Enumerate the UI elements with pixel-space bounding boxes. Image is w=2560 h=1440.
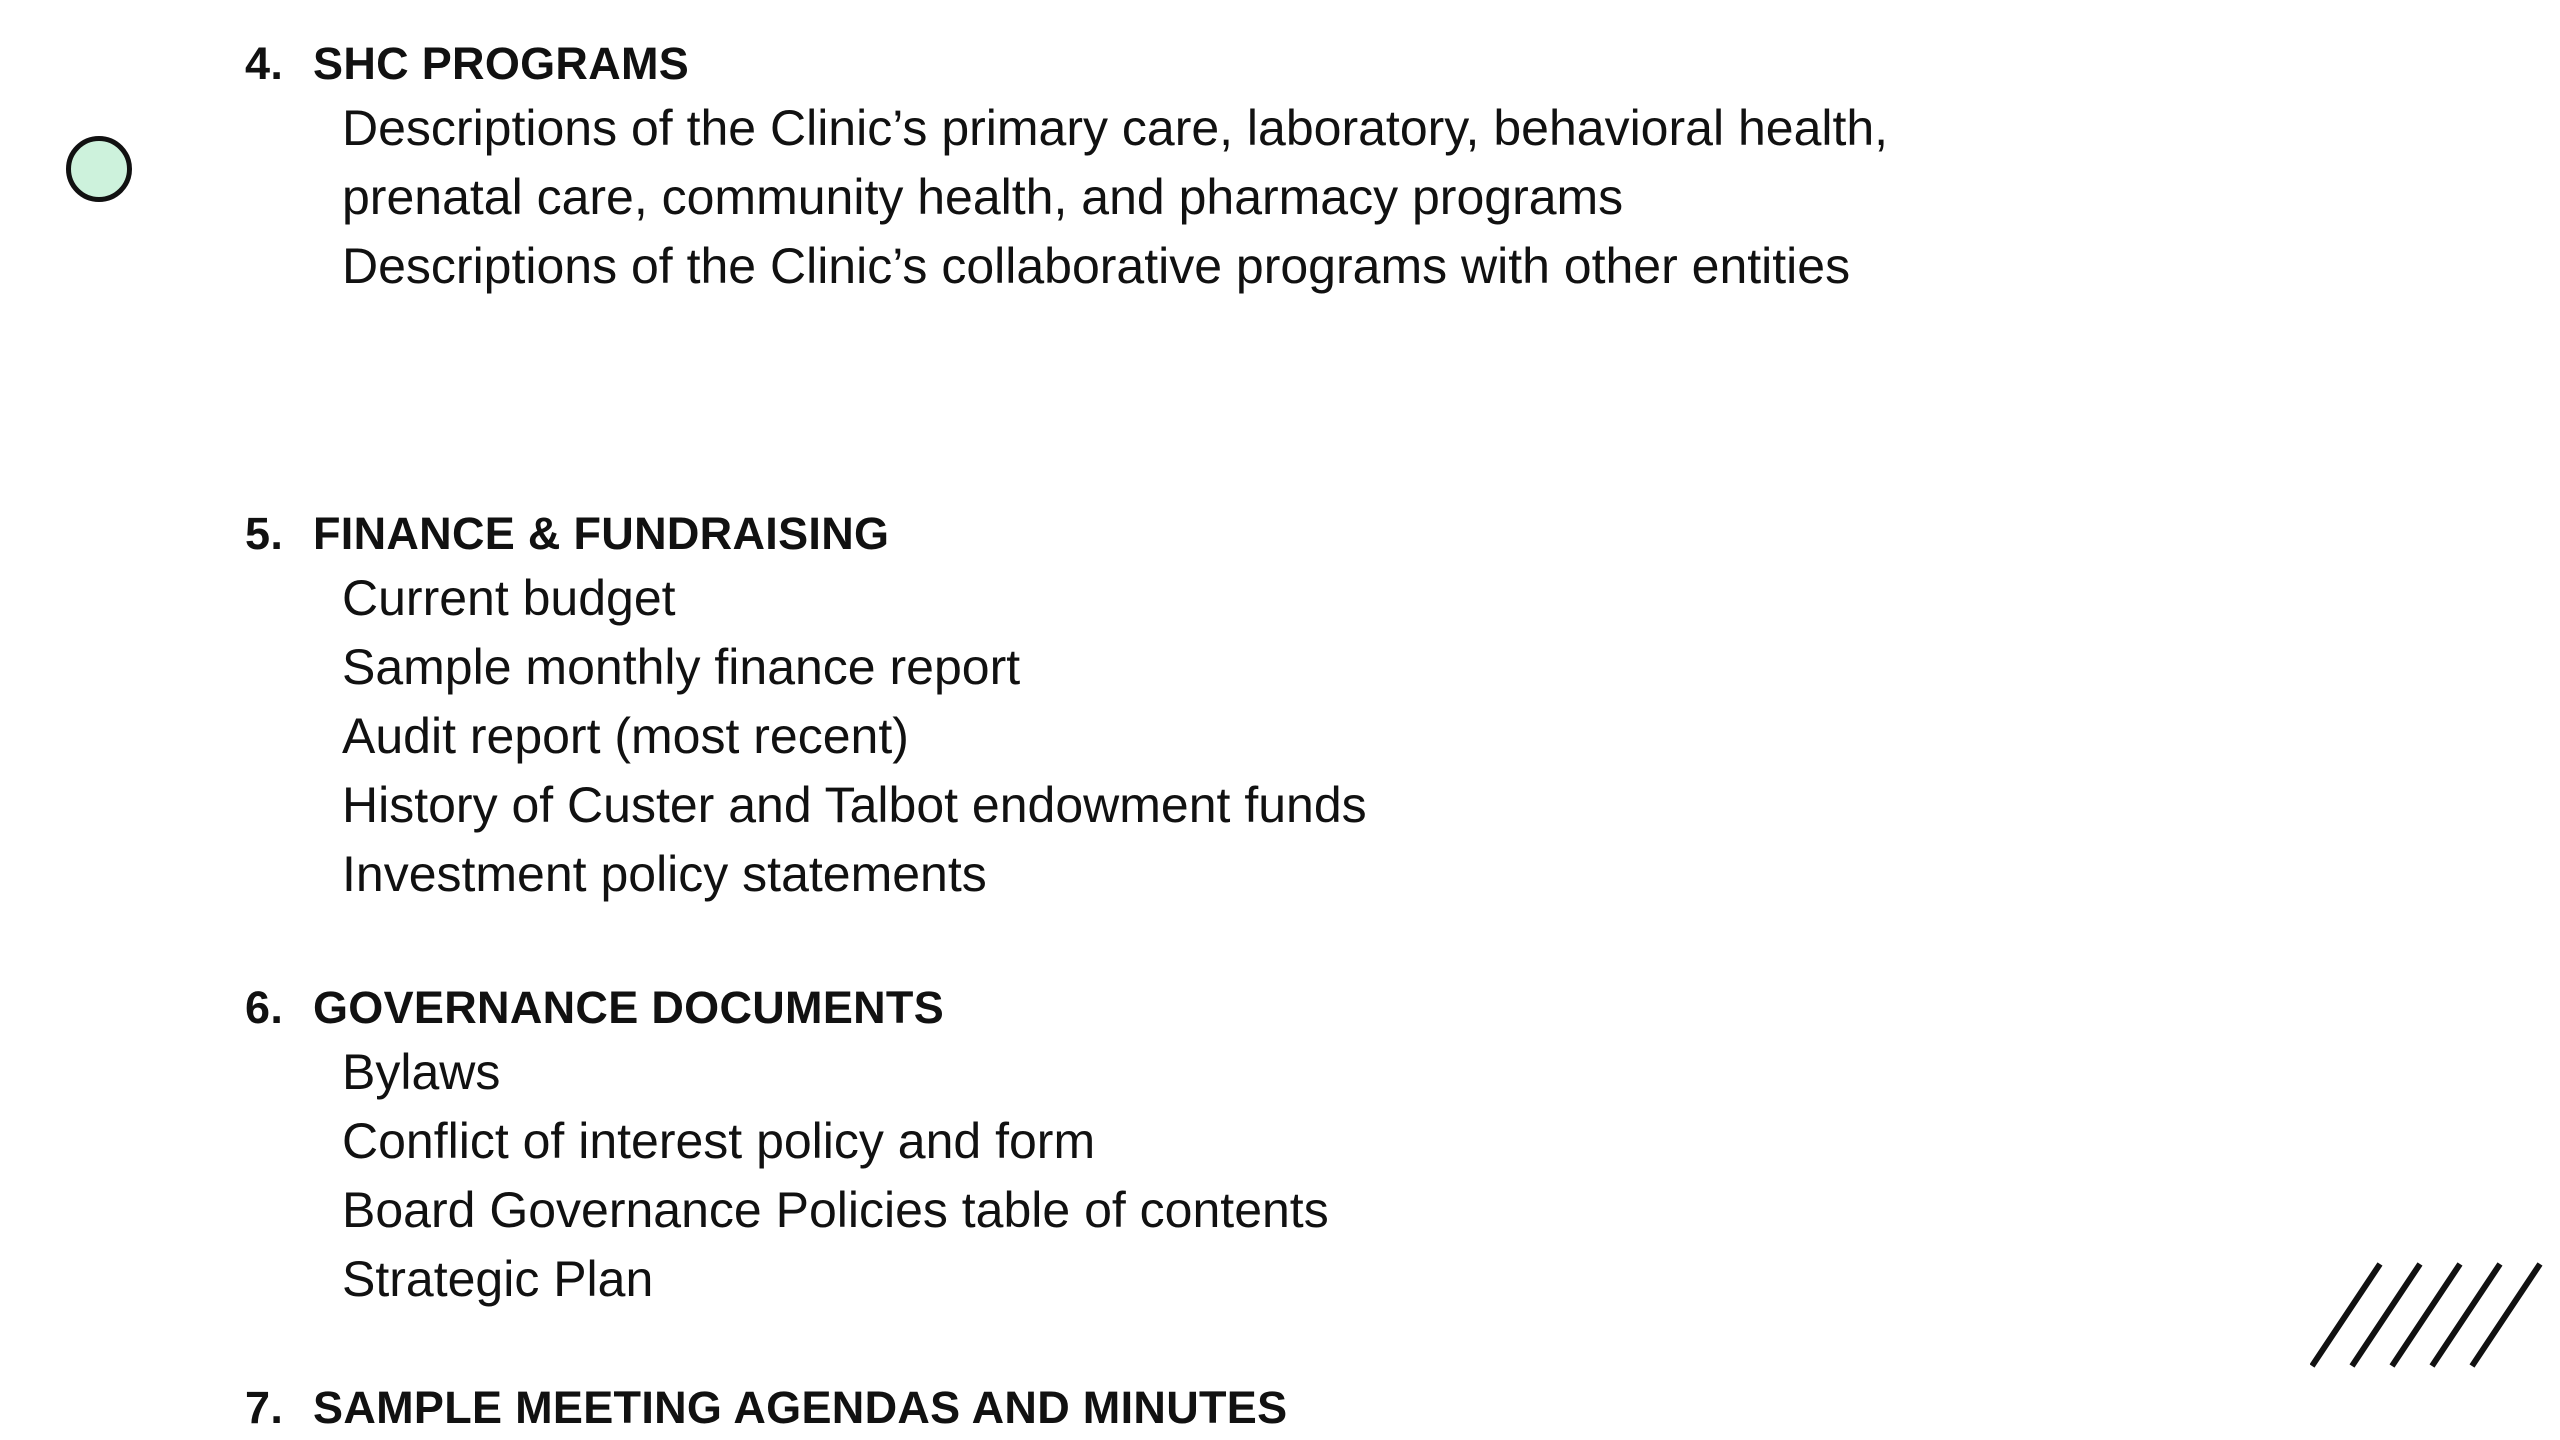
list-item: Descriptions of the Clinic’s collaborative programs with other entities xyxy=(342,238,1851,294)
section-number: 7. xyxy=(245,1382,284,1433)
hatch-lines-decoration xyxy=(2310,1258,2550,1368)
list-item: Current budget xyxy=(342,570,676,626)
list-item: Investment policy statements xyxy=(342,846,987,902)
section-title: GOVERNANCE DOCUMENTS xyxy=(313,982,945,1033)
section-heading xyxy=(245,504,1945,564)
list-item: Sample monthly finance report xyxy=(342,639,1021,695)
section-item-list xyxy=(245,1038,1945,1314)
section-title: SHC PROGRAMS xyxy=(313,38,690,89)
section-heading xyxy=(245,34,1945,94)
list-item: Descriptions of the Clinic’s primary care, laboratory, behavioral health, prenatal care, community health, and pharmacy programs xyxy=(342,100,1889,225)
section-heading xyxy=(245,978,1945,1038)
section-heading xyxy=(245,1378,1945,1438)
section-finance-fundraising xyxy=(245,504,1945,909)
section-governance-documents xyxy=(245,978,1945,1314)
section-number: 6. xyxy=(245,982,284,1033)
list-item: Board Governance Policies table of contents xyxy=(342,1182,1329,1238)
section-item-list xyxy=(245,94,1945,301)
list-item: Conflict of interest policy and form xyxy=(342,1113,1096,1169)
section-title: FINANCE & FUNDRAISING xyxy=(313,508,890,559)
list-item: Strategic Plan xyxy=(342,1251,654,1307)
list-item: History of Custer and Talbot endowment funds xyxy=(342,777,1367,833)
section-item-list xyxy=(245,564,1945,909)
section-shc-programs xyxy=(245,34,1945,301)
section-title: SAMPLE MEETING AGENDAS AND MINUTES xyxy=(313,1382,1288,1433)
section-number: 4. xyxy=(245,38,284,89)
section-sample-meeting-agendas xyxy=(245,1378,1945,1438)
list-item: Bylaws xyxy=(342,1044,501,1100)
section-number: 5. xyxy=(245,508,284,559)
list-item: Audit report (most recent) xyxy=(342,708,909,764)
circle-decoration xyxy=(66,136,132,202)
